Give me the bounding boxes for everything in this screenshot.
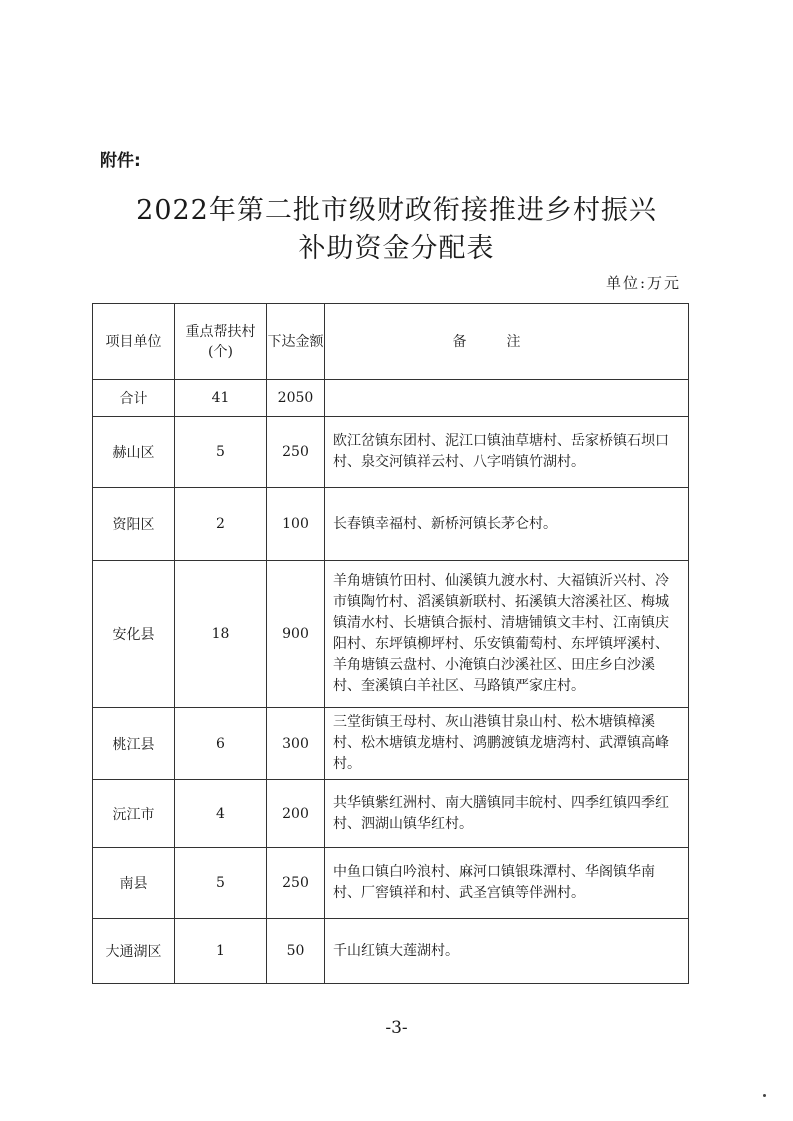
header-remark-text: 备注 — [452, 333, 561, 350]
cell-villages: 5 — [175, 417, 267, 488]
cell-amount: 100 — [267, 488, 325, 561]
cell-remark: 欧江岔镇东团村、泥江口镇油草塘村、岳家桥镇石坝口村、泉交河镇祥云村、八字哨镇竹湖村。 — [325, 417, 689, 488]
cell-amount: 300 — [267, 708, 325, 780]
table-header-row — [93, 304, 689, 380]
table-row — [93, 417, 689, 488]
cell-amount: 250 — [267, 848, 325, 919]
document-title-line1: 2022年第二批市级财政衔接推进乡村振兴 — [136, 195, 657, 226]
cell-amount: 200 — [267, 780, 325, 848]
cell-unit: 大通湖区 — [93, 919, 175, 984]
header-remark — [325, 304, 689, 380]
cell-villages: 18 — [175, 561, 267, 708]
cell-villages: 2 — [175, 488, 267, 561]
header-villages: 重点帮扶村(个) — [175, 304, 267, 380]
cell-remark — [325, 380, 689, 417]
table-row — [93, 708, 689, 780]
cell-remark: 共华镇紫红洲村、南大膳镇同丰皖村、四季红镇四季红村、泗湖山镇华红村。 — [325, 780, 689, 848]
scan-speck — [763, 1094, 766, 1097]
cell-remark: 长春镇幸福村、新桥河镇长茅仑村。 — [325, 488, 689, 561]
cell-villages: 1 — [175, 919, 267, 984]
cell-unit: 赫山区 — [93, 417, 175, 488]
cell-remark: 千山红镇大莲湖村。 — [325, 919, 689, 984]
header-amount: 下达金额 — [267, 304, 325, 380]
cell-unit: 合计 — [93, 380, 175, 417]
table-row — [93, 380, 689, 417]
table-row — [93, 780, 689, 848]
unit-label: 单位:万元 — [605, 274, 681, 292]
cell-unit: 南县 — [93, 848, 175, 919]
cell-amount: 2050 — [267, 380, 325, 417]
table-row — [93, 561, 689, 708]
cell-amount: 250 — [267, 417, 325, 488]
cell-unit: 桃江县 — [93, 708, 175, 780]
document-title-line2: 补助资金分配表 — [298, 233, 495, 264]
cell-unit: 安化县 — [93, 561, 175, 708]
cell-amount: 50 — [267, 919, 325, 984]
cell-villages: 4 — [175, 780, 267, 848]
cell-remark: 三堂街镇王母村、灰山港镇甘泉山村、松木塘镇樟溪村、松木塘镇龙塘村、鸿鹏渡镇龙塘湾村、武潭镇高峰村。 — [325, 708, 689, 780]
cell-remark: 中鱼口镇白吟浪村、麻河口镇银珠潭村、华阁镇华南村、厂窖镇祥和村、武圣宫镇等伴洲村。 — [325, 848, 689, 919]
cell-unit: 资阳区 — [93, 488, 175, 561]
cell-villages: 41 — [175, 380, 267, 417]
cell-villages: 6 — [175, 708, 267, 780]
header-unit: 项目单位 — [93, 304, 175, 380]
cell-unit: 沅江市 — [93, 780, 175, 848]
cell-villages: 5 — [175, 848, 267, 919]
page-number: -3- — [385, 1018, 408, 1038]
cell-remark: 羊角塘镇竹田村、仙溪镇九渡水村、大福镇沂兴村、冷市镇陶竹村、滔溪镇新联村、拓溪镇大溶溪社区、梅城镇清水村、长塘镇合振村、清塘铺镇文丰村、江南镇庆阳村、东坪镇柳坪村、乐安镇葡萄村、东坪镇坪溪村、羊角塘镇云盘村、小淹镇白沙溪社区、田庄乡白沙溪村、奎溪镇白羊社区、马路镇严家庄村。 — [325, 561, 689, 708]
table-row — [93, 488, 689, 561]
cell-amount: 900 — [267, 561, 325, 708]
allocation-table — [92, 303, 689, 984]
table-row — [93, 919, 689, 984]
attachment-label: 附件: — [100, 151, 141, 171]
table-row — [93, 848, 689, 919]
